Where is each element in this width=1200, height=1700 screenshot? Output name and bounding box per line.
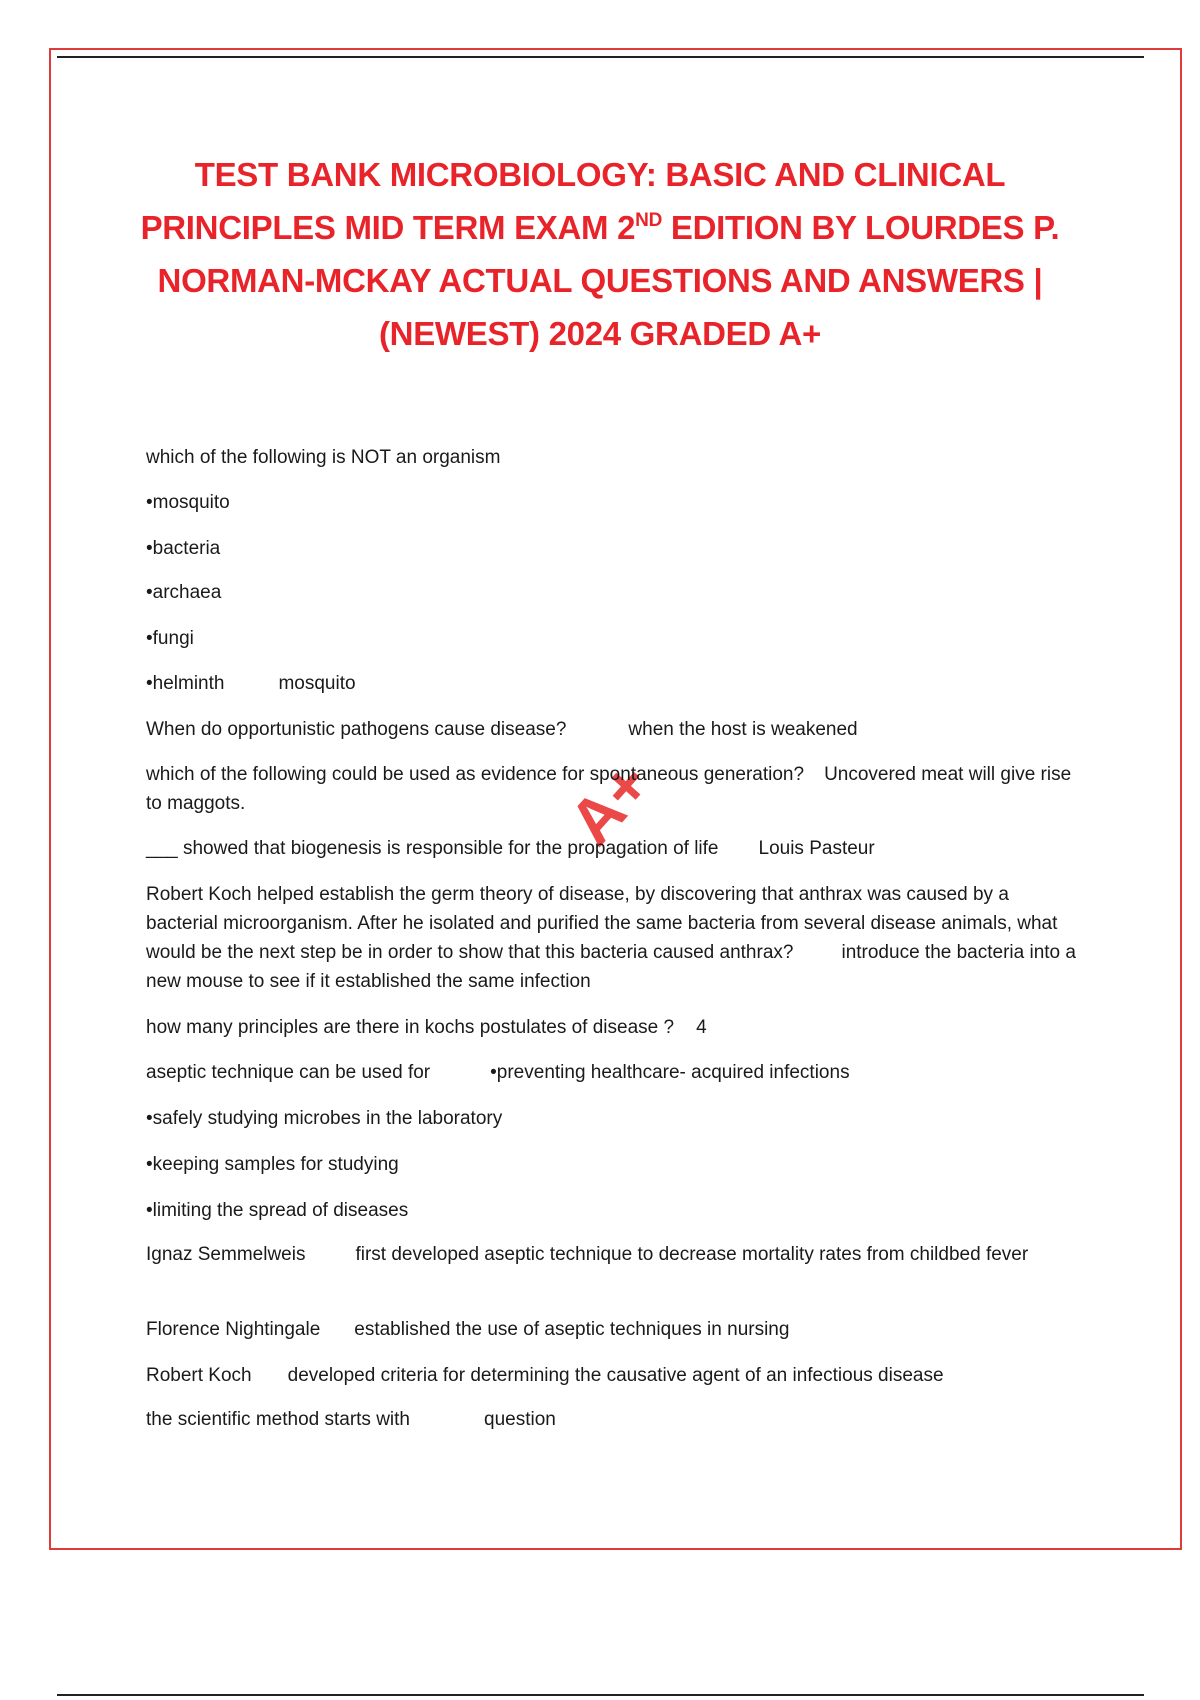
q4-answer: Louis Pasteur: [758, 838, 875, 859]
q11-question: the scientific method starts with: [146, 1409, 410, 1430]
title-superscript: ND: [635, 210, 662, 231]
q7-row: [146, 1058, 1086, 1087]
q10-row: [146, 1361, 1086, 1390]
title-text-part1: TEST BANK MICROBIOLOGY: BASIC AND CLINICAL PRINCIPLES MID TERM EXAM 2: [140, 156, 1006, 246]
q5-question: Robert Koch helped establish the germ theory of disease, by discovering that anthrax was caused by a bacterial microorganism. After he isolated and purified the same bacteria from several disease animals, what would be the next step be in order to show that this bacteria caused anthrax?: [146, 884, 1058, 963]
q11-row: [146, 1405, 1086, 1434]
q2-question: When do opportunistic pathogens cause disease?: [146, 719, 567, 740]
q7-option-2: •safely studying microbes in the laboratory: [146, 1108, 503, 1129]
q7-option-1: •preventing healthcare- acquired infections: [490, 1062, 850, 1083]
q6-answer: 4: [696, 1017, 707, 1038]
q1-answer: mosquito: [278, 673, 356, 694]
q4-row: [146, 834, 1086, 863]
top-rule: [57, 56, 1144, 58]
q1-option-5-row: [146, 669, 1086, 698]
document-title: [120, 148, 1080, 360]
q3-row: [146, 760, 1076, 818]
title-text-part2: EDITION BY LOURDES P. NORMAN-MCKAY ACTUAL QUESTIONS AND ANSWERS |(NEWEST) 2024 GRADED A+: [157, 209, 1060, 352]
q11-answer: question: [484, 1409, 556, 1430]
q6-question: how many principles are there in kochs postulates of disease ?: [146, 1017, 675, 1038]
q7-option-4: •limiting the spread of diseases: [146, 1200, 409, 1221]
q10-term: Robert Koch: [146, 1365, 252, 1386]
q3-answer: Uncovered meat will give rise to maggots.: [146, 764, 1072, 814]
q5-row: [146, 880, 1081, 996]
q9-term: Florence Nightingale: [146, 1319, 321, 1340]
q7-question: aseptic technique can be used for: [146, 1062, 431, 1083]
q2-row: [146, 715, 1086, 744]
q6-row: [146, 1013, 1086, 1042]
q8-answer: first developed aseptic technique to decrease mortality rates from childbed fever: [355, 1244, 1029, 1265]
q9-answer: established the use of aseptic techniques in nursing: [354, 1319, 790, 1340]
q1-option-2: •bacteria: [146, 538, 221, 559]
q1-question: which of the following is NOT an organism: [146, 447, 501, 468]
q8-term: Ignaz Semmelweis: [146, 1244, 306, 1265]
q9-row: [146, 1315, 1086, 1344]
q10-answer: developed criteria for determining the causative agent of an infectious disease: [287, 1365, 944, 1386]
q8-row: [146, 1240, 1056, 1269]
q7-option-3: •keeping samples for studying: [146, 1154, 399, 1175]
bottom-rule: [57, 1694, 1144, 1696]
q3-question: which of the following could be used as evidence for spontaneous generation?: [146, 764, 805, 785]
q2-answer: when the host is weakened: [628, 719, 858, 740]
q1-option-1: •mosquito: [146, 492, 230, 513]
q1-option-5: •helminth: [146, 673, 225, 694]
q1-option-3: •archaea: [146, 582, 222, 603]
watermark-text: A+: [555, 747, 665, 859]
q5-answer: introduce the bacteria into a new mouse to see if it established the same infection: [146, 942, 1076, 992]
q1-option-4: •fungi: [146, 628, 194, 649]
q4-question: ___ showed that biogenesis is responsible for the propagation of life: [146, 838, 719, 859]
